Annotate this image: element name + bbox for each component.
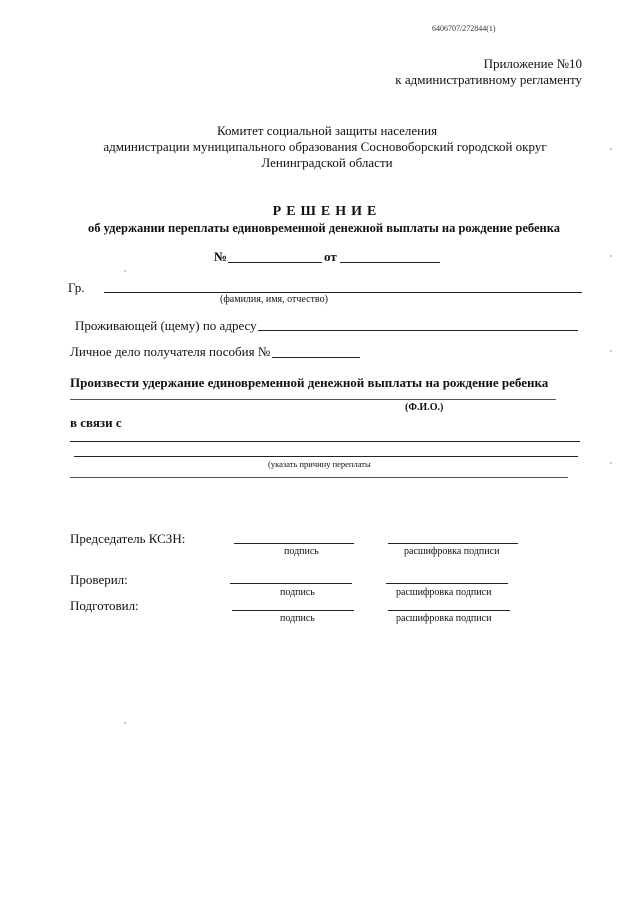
scan-speck (610, 462, 612, 464)
signer-role-prepared: Подготовил: (70, 598, 139, 613)
org-name-line2: администрации муниципального образования Сосновоборский городской округ (103, 139, 547, 154)
org-name-line3: Ленинградской области (261, 155, 393, 170)
date-label: от (324, 249, 337, 264)
citizen-label: Гр. (68, 280, 85, 295)
page-title: РЕШЕНИЕ (272, 204, 382, 219)
chair-decode-caption: расшифровка подписи (404, 546, 500, 557)
fio-caption: (Ф.И.О.) (405, 402, 444, 413)
checked-decode-field[interactable] (386, 583, 508, 584)
case-label: Личное дело получателя пособия № (70, 344, 271, 359)
prepared-decode-field[interactable] (388, 610, 510, 611)
checked-sign-caption: подпись (280, 587, 315, 598)
prepared-decode-caption: расшифровка подписи (396, 613, 492, 624)
number-field[interactable] (228, 262, 322, 263)
date-field[interactable] (340, 262, 440, 263)
reason-field-1[interactable] (70, 441, 580, 442)
scan-speck (124, 270, 126, 272)
number-label: № (214, 249, 228, 264)
decision-fio-field[interactable] (70, 399, 556, 400)
checked-signature-field[interactable] (230, 583, 352, 584)
prepared-sign-caption: подпись (280, 613, 315, 624)
document-id: 6406707/272844(1) (432, 24, 496, 33)
annex-number: Приложение №10 (483, 56, 582, 71)
citizen-caption: (фамилия, имя, отчество) (220, 294, 328, 305)
address-label: Проживающей (щему) по адресу (75, 318, 257, 333)
scan-speck (610, 255, 612, 257)
decision-text: Произвести удержание единовременной денежной выплаты на рождение ребенка (70, 375, 549, 390)
scan-speck (610, 350, 612, 352)
signer-role-checked: Проверил: (70, 572, 128, 587)
case-number-field[interactable] (272, 357, 360, 358)
reason-caption: (указать причину переплаты (268, 459, 371, 469)
reason-label: в связи с (70, 415, 122, 430)
address-field[interactable] (258, 330, 578, 331)
citizen-name-field[interactable] (104, 292, 582, 293)
annex-reference: к административному регламенту (395, 72, 582, 87)
reason-field-2[interactable] (74, 456, 578, 457)
org-name-line1: Комитет социальной защиты населения (216, 123, 438, 138)
signer-role-chair: Председатель КСЗН: (70, 531, 186, 546)
scan-speck (124, 722, 126, 724)
chair-decode-field[interactable] (388, 543, 518, 544)
page-subtitle: об удержании переплаты единовременной денежной выплаты на рождение ребенка (88, 221, 560, 235)
scan-speck (610, 148, 612, 150)
reason-field-3[interactable] (70, 477, 568, 478)
prepared-signature-field[interactable] (232, 610, 354, 611)
chair-signature-field[interactable] (234, 543, 354, 544)
chair-sign-caption: подпись (284, 546, 319, 557)
checked-decode-caption: расшифровка подписи (396, 587, 492, 598)
